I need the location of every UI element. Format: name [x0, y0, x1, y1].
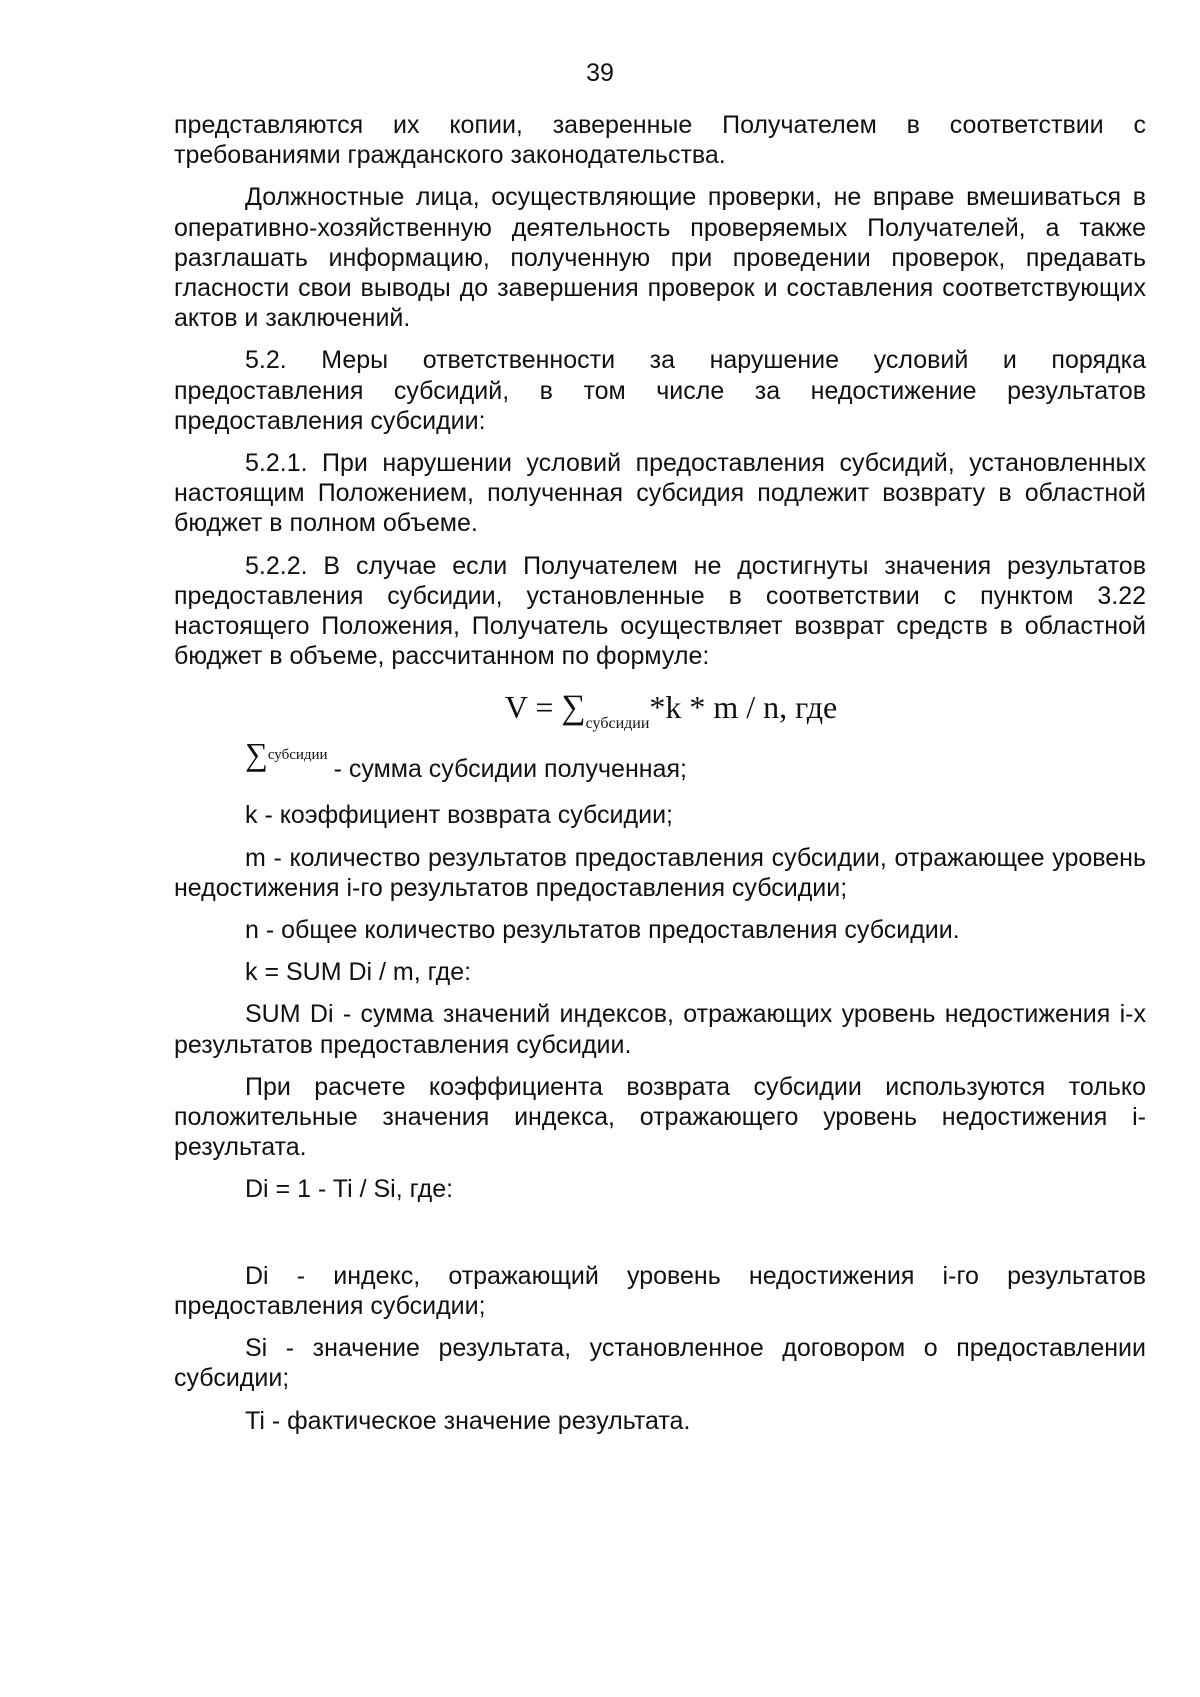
paragraph-officials: Должностные лица, осуществляющие проверки, не вправе вмешиваться в оперативно-хозяйственную деятельность проверяемых Получателей, а также разглашать информацию, полученную при проведении проверок, предавать гласности свои выводы до завершения проверок и составления соответствующих актов и заключений.	[174, 183, 1146, 333]
paragraph-5-2-2: 5.2.2. В случае если Получателем не достигнуты значения результатов предоставления субсидии, установленные в соответствии с пунктом 3.22 настоящего Положения, Получатель осуществляет возврат средств в областной бюджет в объеме, рассчитанном по формуле:	[174, 551, 1146, 671]
paragraph-5-2: 5.2. Меры ответственности за нарушение условий и порядка предоставления субсидий, в том числе за недостижение результатов предоставления субсидии:	[174, 346, 1146, 435]
positive-values-note: При расчете коэффициента возврата субсидии используются только положительные значения индекса, отражающего уровень недостижения i-результата.	[174, 1072, 1146, 1162]
sigma-subscript: субсидии	[267, 747, 328, 764]
definition-sum-di: SUM Di - сумма значений индексов, отражающих уровень недостижения i-х результатов предоставления субсидии.	[174, 1000, 1146, 1059]
definition-n: n - общее количество результатов предоставления субсидии.	[245, 916, 960, 945]
di-formula: Di = 1 - Ti / Si, где:	[245, 1175, 454, 1204]
paragraph-5-2-1: 5.2.1. При нарушении условий предоставления субсидий, установленных настоящим Положением, полученная субсидия подлежит возврату в областной бюджет в полном объеме.	[174, 449, 1146, 538]
definition-ti: Ti - фактическое значение результата.	[245, 1406, 691, 1435]
document-body	[174, 110, 1146, 1448]
definition-k: k - коэффициент возврата субсидии;	[245, 801, 673, 830]
formula-subscript: субсидии	[585, 715, 650, 733]
sigma-symbol-small: ∑	[245, 736, 268, 773]
definition-di: Di - индекс, отражающий уровень недостижения i-го результатов предоставления субсидии;	[174, 1261, 1146, 1320]
definition-m: m - количество результатов предоставления субсидии, отражающее уровень недостижения i-го результатов предоставления субсидии;	[174, 843, 1146, 902]
k-formula: k = SUM Di / m, где:	[245, 958, 472, 987]
return-formula	[174, 681, 1146, 733]
formula-left: V =	[504, 689, 562, 726]
definition-si: Si - значение результата, установленное договором о предоставлении субсидии;	[174, 1334, 1146, 1393]
sigma-symbol: ∑	[561, 689, 586, 727]
paragraph-copies: представляются их копии, заверенные Получателем в соответствии с требованиями гражданского законодательства.	[174, 111, 1146, 170]
formula-right: *k * m / n, где	[649, 689, 838, 726]
definition-sigma	[245, 736, 1146, 788]
page-number: 39	[586, 59, 614, 87]
sigma-definition-text: - сумма субсидии полученная;	[333, 755, 687, 784]
